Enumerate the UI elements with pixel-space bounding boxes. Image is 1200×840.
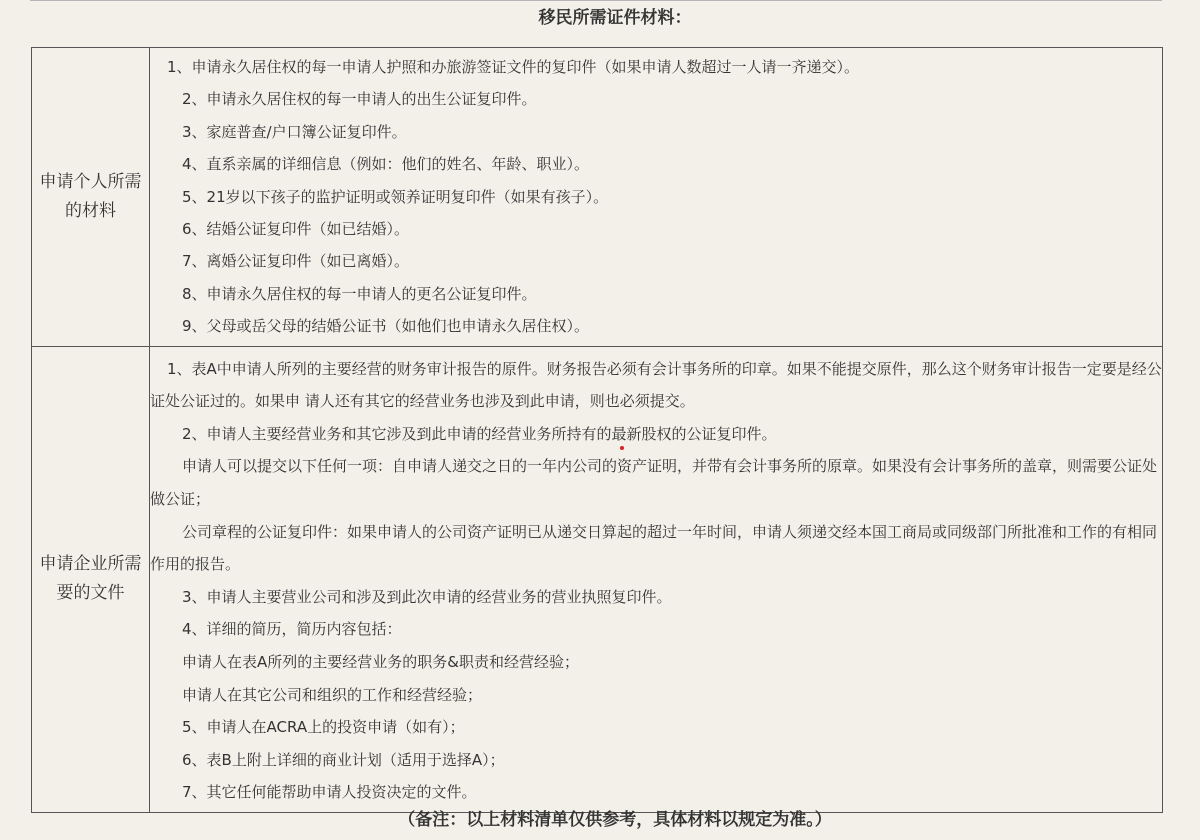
list-item: 4、直系亲属的详细信息（例如：他们的姓名、年龄、职业）。	[182, 155, 590, 174]
list-item: 1、表A中申请人所列的主要经营的财务审计报告的原件。财务报告必须有会计事务所的印章。如果不能提交原件，那么这个财务审计报告一定要是经公证处公证过的。如果申 请人还有其它的经营业务也涉及到此申请，则也必须提交。	[150, 359, 1162, 411]
list-item: 7、其它任何能帮助申请人投资决定的文件。	[182, 783, 477, 802]
list-item: 申请人可以提交以下任何一项：自申请人递交之日的一年内公司的资产证明，并带有会计事务所的原章。如果没有会计事务所的盖章，则需要公证处做公证；	[150, 457, 1158, 509]
list-item: 9、父母或岳父母的结婚公证书（如他们也申请永久居住权）。	[182, 317, 590, 336]
list-item: 6、表B上附上详细的商业计划（适用于选择A）；	[182, 750, 505, 769]
list-item: 4、详细的简历，简历内容包括：	[182, 620, 402, 639]
list-item: 2、申请人主要经营业务和其它涉及到此申请的经营业务所持有的最新股权的公证复印件。	[182, 424, 777, 443]
footnote: （备注：以上材料清单仅供参考，具体材料以规定为准。）	[398, 810, 832, 830]
list-item: 2、申请永久居住权的每一申请人的出生公证复印件。	[182, 90, 537, 109]
list-item: 公司章程的公证复印件：如果申请人的公司资产证明已从递交日算起的超过一年时间，申请人须递交经本国工商局或同级部门所批准和工作的有相同作用的报告。	[150, 522, 1158, 574]
top-divider	[30, 0, 1162, 1]
enterprise-materials-cell	[150, 346, 1163, 812]
personal-materials-list	[150, 48, 1162, 346]
list-item: 6、结婚公证复印件（如已结婚）。	[182, 220, 410, 239]
cursor-dot	[620, 446, 624, 450]
list-item: 5、21岁以下孩子的监护证明或领养证明复印件（如果有孩子）。	[182, 187, 609, 206]
list-item: 8、申请永久居住权的每一申请人的更名公证复印件。	[182, 284, 537, 303]
list-item: 1、申请永久居住权的每一申请人护照和办旅游签证文件的复印件（如果申请人数超过一人请一齐递交）。	[167, 58, 860, 76]
list-item: 申请人在其它公司和组织的工作和经营经验；	[182, 685, 483, 704]
list-item: 申请人在表A所列的主要经营业务的职务&职责和经营经验；	[182, 653, 579, 671]
list-item: 5、申请人在ACRA上的投资申请（如有）；	[182, 718, 465, 737]
personal-materials-cell	[150, 48, 1163, 347]
row-label-enterprise: 申请企业所需要的文件	[32, 346, 150, 812]
row-label-personal: 申请个人所需的材料	[32, 48, 150, 347]
materials-table	[31, 47, 1163, 813]
list-item: 3、申请人主要营业公司和涉及到此次申请的经营业务的营业执照复印件。	[182, 587, 672, 606]
list-item: 3、家庭普查/户口簿公证复印件。	[182, 122, 407, 141]
list-item: 7、离婚公证复印件（如已离婚）。	[182, 252, 410, 271]
page-title: 移民所需证件材料：	[538, 8, 692, 28]
table-row-personal	[32, 48, 1163, 347]
enterprise-materials-list	[150, 347, 1162, 812]
table-row-enterprise	[32, 346, 1163, 812]
